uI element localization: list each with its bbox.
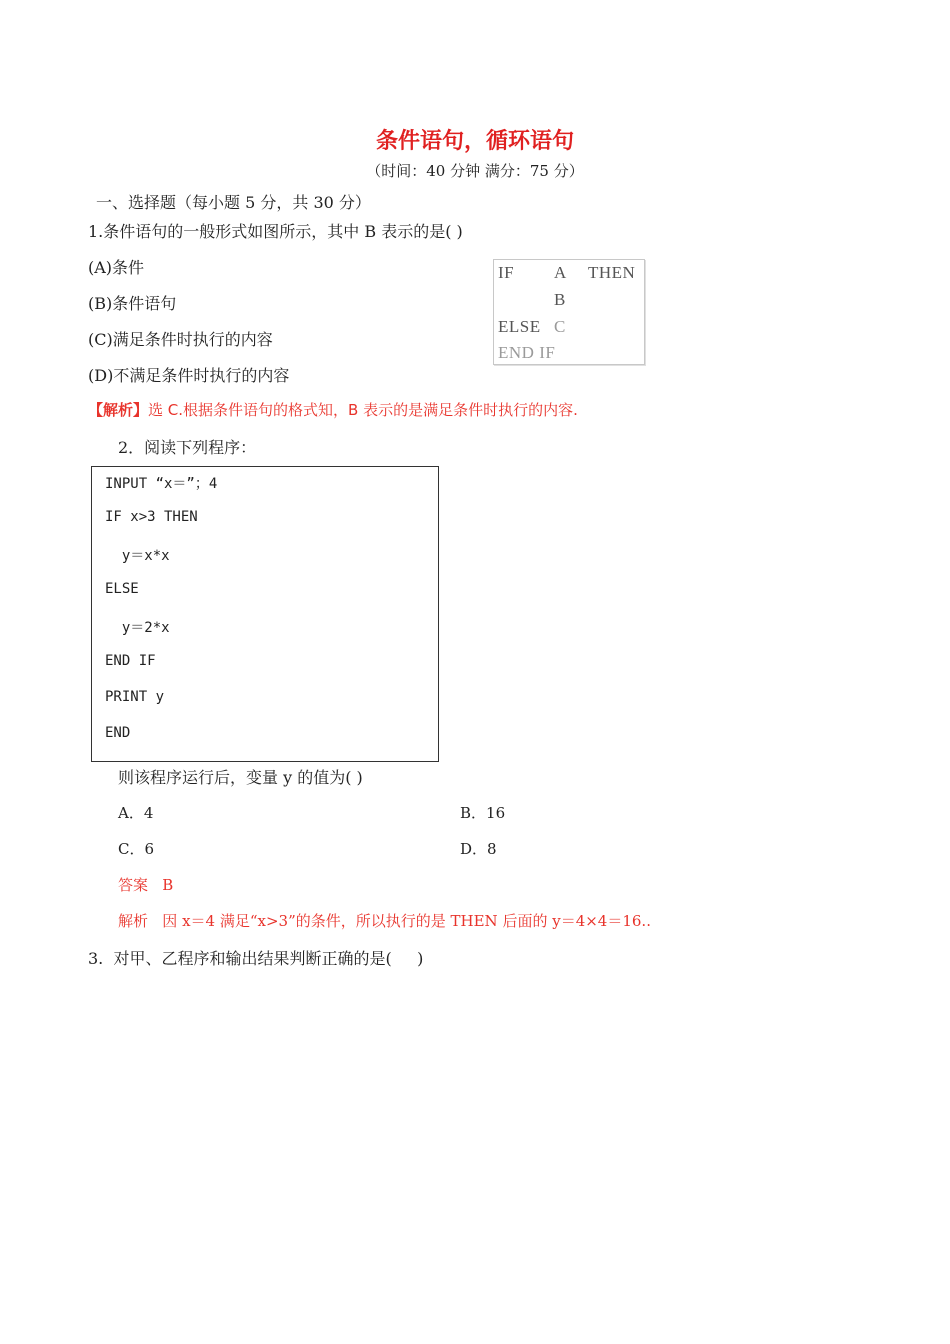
q1-option-d: (D)不满足条件时执行的内容	[88, 366, 290, 385]
q2-option-b: B．16	[460, 804, 506, 822]
figure-else: ELSE	[498, 317, 541, 336]
code-line-7: PRINT y	[105, 689, 165, 705]
exam-meta: （时间：40 分钟 满分：75 分）	[366, 162, 584, 180]
code-line-3: y＝x*x	[105, 548, 170, 564]
figure-if: IF	[498, 263, 515, 282]
code-line-1: INPUT “x＝”；4	[105, 476, 218, 492]
q3-stem: 3. 对甲、乙程序和输出结果判断正确的是( )	[88, 949, 424, 968]
q1-option-c: (C)满足条件时执行的内容	[88, 330, 273, 349]
code-line-6: END IF	[105, 653, 156, 669]
section-heading: 一、选择题（每小题 5 分，共 30 分）	[96, 193, 371, 212]
if-statement-figure	[493, 259, 645, 365]
q1-option-b: (B)条件语句	[88, 294, 177, 313]
q1-analysis	[88, 399, 578, 420]
q2-option-d: D．8	[460, 840, 497, 858]
q2-analysis: 解析 因 x＝4 满足“x>3”的条件，所以执行的是 THEN 后面的 y＝4×4＝16..	[118, 912, 651, 930]
q1-stem: 1.条件语句的一般形式如图所示，其中 B 表示的是( )	[88, 222, 463, 241]
figure-a: A	[554, 263, 567, 282]
figure-then: THEN	[588, 263, 636, 282]
q2-option-c: C．6	[118, 840, 155, 858]
code-line-2: IF x>3 THEN	[105, 509, 198, 525]
q2-stem: 2．阅读下列程序：	[118, 438, 257, 457]
q2-option-a: A．4	[118, 804, 154, 822]
program-code-box	[91, 466, 439, 762]
q2-answer: 答案 B	[118, 876, 174, 894]
figure-b: B	[554, 290, 566, 309]
q2-question: 则该程序运行后，变量 y 的值为( )	[118, 768, 363, 787]
analysis-label: 【解析】	[88, 401, 149, 419]
code-line-5: y＝2*x	[105, 620, 170, 636]
q1-option-a: (A)条件	[88, 258, 145, 277]
analysis-text: 选 C.根据条件语句的格式知，B 表示的是满足条件时执行的内容.	[148, 401, 578, 419]
code-line-8: END	[105, 725, 131, 741]
figure-c: C	[554, 317, 566, 336]
figure-end-if: END IF	[498, 343, 556, 362]
code-line-4: ELSE	[105, 581, 139, 597]
page-title: 条件语句，循环语句	[375, 129, 574, 154]
